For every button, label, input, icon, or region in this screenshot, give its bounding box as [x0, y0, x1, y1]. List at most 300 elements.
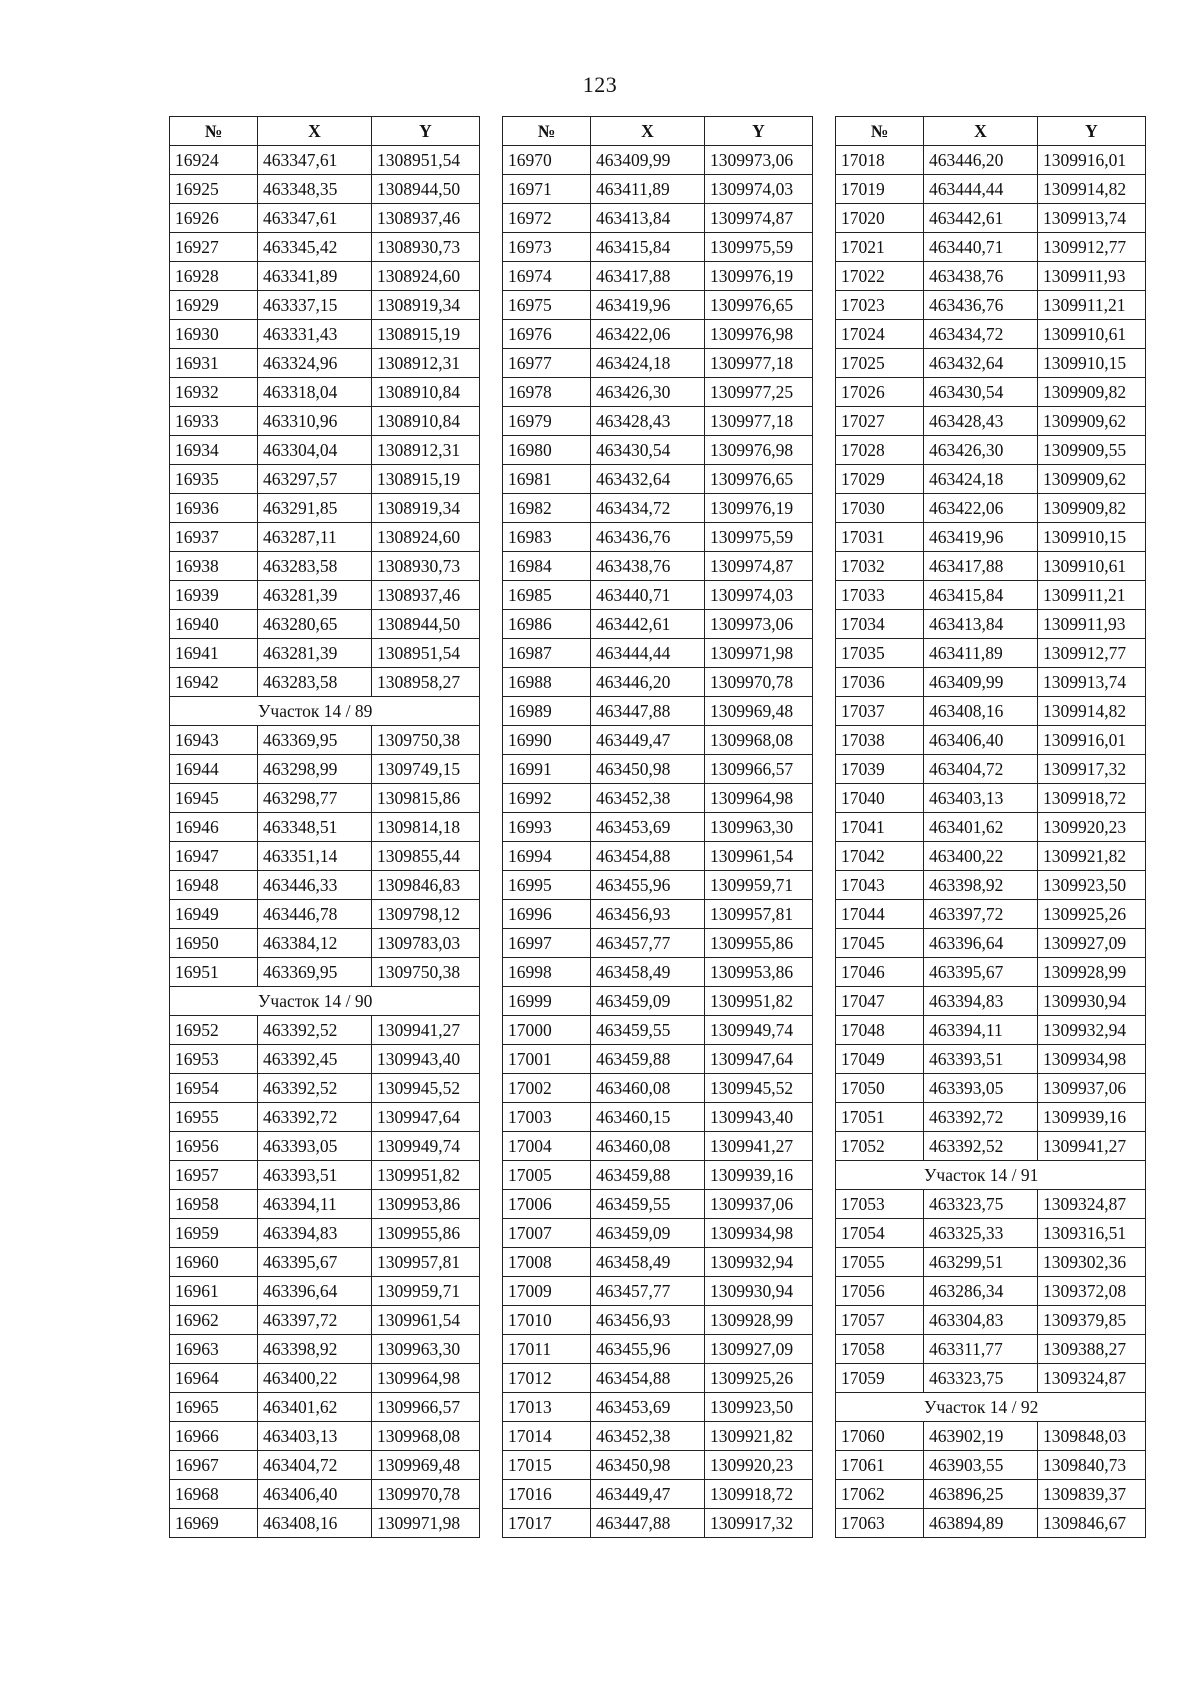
- x-coordinate-cell: 463283,58: [258, 668, 372, 697]
- section-row: [170, 987, 480, 1016]
- table-row: [836, 1132, 1146, 1161]
- y-coordinate-cell: 1309750,38: [372, 958, 480, 987]
- table-row: [503, 378, 813, 407]
- x-coordinate-cell: 463460,08: [591, 1074, 705, 1103]
- point-number-cell: 17015: [503, 1451, 591, 1480]
- x-coordinate-cell: 463398,92: [924, 871, 1038, 900]
- y-coordinate-cell: 1308924,60: [372, 523, 480, 552]
- x-coordinate-cell: 463394,83: [258, 1219, 372, 1248]
- x-coordinate-cell: 463413,84: [924, 610, 1038, 639]
- section-label: Участок 14 / 89: [170, 697, 480, 726]
- point-number-cell: 16986: [503, 610, 591, 639]
- x-coordinate-cell: 463902,19: [924, 1422, 1038, 1451]
- x-coordinate-cell: 463393,51: [924, 1045, 1038, 1074]
- point-number-cell: 16983: [503, 523, 591, 552]
- y-coordinate-cell: 1309909,62: [1038, 465, 1146, 494]
- x-coordinate-cell: 463438,76: [591, 552, 705, 581]
- y-coordinate-cell: 1309917,32: [1038, 755, 1146, 784]
- y-coordinate-cell: 1309947,64: [705, 1045, 813, 1074]
- x-coordinate-cell: 463341,89: [258, 262, 372, 291]
- point-number-cell: 16974: [503, 262, 591, 291]
- point-number-cell: 17017: [503, 1509, 591, 1538]
- y-coordinate-cell: 1309302,36: [1038, 1248, 1146, 1277]
- table-row: [836, 1335, 1146, 1364]
- y-coordinate-cell: 1309798,12: [372, 900, 480, 929]
- point-number-cell: 17055: [836, 1248, 924, 1277]
- x-coordinate-cell: 463393,05: [258, 1132, 372, 1161]
- point-number-cell: 16931: [170, 349, 258, 378]
- y-coordinate-cell: 1309957,81: [705, 900, 813, 929]
- x-coordinate-cell: 463413,84: [591, 204, 705, 233]
- point-number-cell: 17002: [503, 1074, 591, 1103]
- y-coordinate-cell: 1309388,27: [1038, 1335, 1146, 1364]
- x-coordinate-cell: 463403,13: [924, 784, 1038, 813]
- y-coordinate-cell: 1309976,65: [705, 465, 813, 494]
- section-label: Участок 14 / 91: [836, 1161, 1146, 1190]
- x-coordinate-cell: 463396,64: [924, 929, 1038, 958]
- point-number-cell: 17049: [836, 1045, 924, 1074]
- table-row: [503, 900, 813, 929]
- y-coordinate-cell: 1309976,98: [705, 436, 813, 465]
- y-coordinate-cell: 1309951,82: [372, 1161, 480, 1190]
- y-coordinate-cell: 1309372,08: [1038, 1277, 1146, 1306]
- y-coordinate-cell: 1309959,71: [705, 871, 813, 900]
- point-number-cell: 17005: [503, 1161, 591, 1190]
- table-row: [503, 871, 813, 900]
- point-number-cell: 16991: [503, 755, 591, 784]
- point-number-cell: 16966: [170, 1422, 258, 1451]
- x-coordinate-cell: 463430,54: [924, 378, 1038, 407]
- y-coordinate-cell: 1309957,81: [372, 1248, 480, 1277]
- x-coordinate-cell: 463304,04: [258, 436, 372, 465]
- x-coordinate-cell: 463434,72: [591, 494, 705, 523]
- point-number-cell: 16970: [503, 146, 591, 175]
- x-coordinate-cell: 463384,12: [258, 929, 372, 958]
- y-coordinate-cell: 1308930,73: [372, 552, 480, 581]
- y-coordinate-cell: 1309973,06: [705, 146, 813, 175]
- y-coordinate-cell: 1309920,23: [705, 1451, 813, 1480]
- table-row: [836, 1480, 1146, 1509]
- table-header-row: [836, 117, 1146, 146]
- point-number-cell: 16994: [503, 842, 591, 871]
- point-number-cell: 16984: [503, 552, 591, 581]
- x-coordinate-cell: 463417,88: [591, 262, 705, 291]
- y-coordinate-cell: 1309848,03: [1038, 1422, 1146, 1451]
- table-row: [170, 639, 480, 668]
- x-coordinate-cell: 463894,89: [924, 1509, 1038, 1538]
- table-row: [170, 1248, 480, 1277]
- table-row: [503, 1045, 813, 1074]
- table-row: [170, 494, 480, 523]
- table-row: [170, 1277, 480, 1306]
- table-row: [836, 1103, 1146, 1132]
- point-number-cell: 17039: [836, 755, 924, 784]
- y-coordinate-cell: 1309977,25: [705, 378, 813, 407]
- y-coordinate-cell: 1309921,82: [705, 1422, 813, 1451]
- x-coordinate-cell: 463447,88: [591, 1509, 705, 1538]
- y-coordinate-cell: 1309969,48: [705, 697, 813, 726]
- y-coordinate-cell: 1309925,26: [705, 1364, 813, 1393]
- point-number-cell: 17010: [503, 1306, 591, 1335]
- x-coordinate-cell: 463323,75: [924, 1364, 1038, 1393]
- y-coordinate-cell: 1309846,67: [1038, 1509, 1146, 1538]
- table-row: [503, 1190, 813, 1219]
- table-row: [170, 523, 480, 552]
- y-coordinate-cell: 1308924,60: [372, 262, 480, 291]
- y-coordinate-cell: 1309814,18: [372, 813, 480, 842]
- point-number-cell: 16929: [170, 291, 258, 320]
- table-row: [503, 1219, 813, 1248]
- point-number-cell: 17020: [836, 204, 924, 233]
- y-coordinate-cell: 1309934,98: [705, 1219, 813, 1248]
- y-coordinate-cell: 1309949,74: [372, 1132, 480, 1161]
- table-header-row: [170, 117, 480, 146]
- table-row: [836, 146, 1146, 175]
- point-number-cell: 17048: [836, 1016, 924, 1045]
- y-coordinate-cell: 1309951,82: [705, 987, 813, 1016]
- table-row: [170, 1364, 480, 1393]
- y-coordinate-cell: 1308919,34: [372, 291, 480, 320]
- x-coordinate-cell: 463311,77: [924, 1335, 1038, 1364]
- y-coordinate-cell: 1308937,46: [372, 204, 480, 233]
- y-coordinate-cell: 1309379,85: [1038, 1306, 1146, 1335]
- point-number-cell: 16963: [170, 1335, 258, 1364]
- header-x: X: [258, 117, 372, 146]
- coordinate-table-1: [169, 116, 480, 1538]
- y-coordinate-cell: 1309749,15: [372, 755, 480, 784]
- x-coordinate-cell: 463903,55: [924, 1451, 1038, 1480]
- x-coordinate-cell: 463351,14: [258, 842, 372, 871]
- point-number-cell: 16993: [503, 813, 591, 842]
- x-coordinate-cell: 463459,88: [591, 1045, 705, 1074]
- y-coordinate-cell: 1308944,50: [372, 610, 480, 639]
- table-row: [503, 1103, 813, 1132]
- x-coordinate-cell: 463348,51: [258, 813, 372, 842]
- point-number-cell: 17032: [836, 552, 924, 581]
- y-coordinate-cell: 1309934,98: [1038, 1045, 1146, 1074]
- table-row: [170, 1045, 480, 1074]
- x-coordinate-cell: 463444,44: [924, 175, 1038, 204]
- y-coordinate-cell: 1309911,21: [1038, 291, 1146, 320]
- y-coordinate-cell: 1308944,50: [372, 175, 480, 204]
- x-coordinate-cell: 463419,96: [924, 523, 1038, 552]
- x-coordinate-cell: 463395,67: [924, 958, 1038, 987]
- x-coordinate-cell: 463393,05: [924, 1074, 1038, 1103]
- y-coordinate-cell: 1309943,40: [372, 1045, 480, 1074]
- x-coordinate-cell: 463396,64: [258, 1277, 372, 1306]
- table-row: [503, 813, 813, 842]
- x-coordinate-cell: 463446,20: [591, 668, 705, 697]
- point-number-cell: 16995: [503, 871, 591, 900]
- point-number-cell: 16935: [170, 465, 258, 494]
- y-coordinate-cell: 1309974,03: [705, 581, 813, 610]
- table-row: [503, 1364, 813, 1393]
- y-coordinate-cell: 1309961,54: [372, 1306, 480, 1335]
- x-coordinate-cell: 463392,52: [924, 1132, 1038, 1161]
- point-number-cell: 16960: [170, 1248, 258, 1277]
- point-number-cell: 17035: [836, 639, 924, 668]
- point-number-cell: 16934: [170, 436, 258, 465]
- table-row: [836, 581, 1146, 610]
- x-coordinate-cell: 463455,96: [591, 871, 705, 900]
- table-row: [836, 1219, 1146, 1248]
- y-coordinate-cell: 1309921,82: [1038, 842, 1146, 871]
- table-row: [170, 291, 480, 320]
- x-coordinate-cell: 463347,61: [258, 146, 372, 175]
- y-coordinate-cell: 1309855,44: [372, 842, 480, 871]
- header-y: Y: [372, 117, 480, 146]
- y-coordinate-cell: 1308951,54: [372, 146, 480, 175]
- table-row: [836, 1016, 1146, 1045]
- point-number-cell: 17021: [836, 233, 924, 262]
- point-number-cell: 16988: [503, 668, 591, 697]
- table-row: [503, 1016, 813, 1045]
- y-coordinate-cell: 1309909,82: [1038, 378, 1146, 407]
- point-number-cell: 17022: [836, 262, 924, 291]
- y-coordinate-cell: 1309932,94: [705, 1248, 813, 1277]
- section-label: Участок 14 / 92: [836, 1393, 1146, 1422]
- x-coordinate-cell: 463394,11: [924, 1016, 1038, 1045]
- x-coordinate-cell: 463428,43: [591, 407, 705, 436]
- table-row: [170, 1132, 480, 1161]
- point-number-cell: 16964: [170, 1364, 258, 1393]
- table-row: [503, 552, 813, 581]
- x-coordinate-cell: 463424,18: [591, 349, 705, 378]
- header-number: №: [503, 117, 591, 146]
- table-row: [170, 581, 480, 610]
- point-number-cell: 16924: [170, 146, 258, 175]
- point-number-cell: 16987: [503, 639, 591, 668]
- y-coordinate-cell: 1309909,55: [1038, 436, 1146, 465]
- coordinate-table-3: [835, 116, 1146, 1538]
- x-coordinate-cell: 463442,61: [591, 610, 705, 639]
- table-row: [836, 262, 1146, 291]
- table-row: [170, 755, 480, 784]
- point-number-cell: 16979: [503, 407, 591, 436]
- table-row: [836, 755, 1146, 784]
- table-row: [836, 1509, 1146, 1538]
- point-number-cell: 17036: [836, 668, 924, 697]
- y-coordinate-cell: 1309846,83: [372, 871, 480, 900]
- point-number-cell: 17050: [836, 1074, 924, 1103]
- y-coordinate-cell: 1309973,06: [705, 610, 813, 639]
- y-coordinate-cell: 1309970,78: [372, 1480, 480, 1509]
- point-number-cell: 16928: [170, 262, 258, 291]
- table-row: [170, 610, 480, 639]
- point-number-cell: 16944: [170, 755, 258, 784]
- point-number-cell: 17004: [503, 1132, 591, 1161]
- point-number-cell: 16949: [170, 900, 258, 929]
- point-number-cell: 16985: [503, 581, 591, 610]
- point-number-cell: 17009: [503, 1277, 591, 1306]
- table-row: [170, 233, 480, 262]
- y-coordinate-cell: 1309947,64: [372, 1103, 480, 1132]
- table-row: [836, 842, 1146, 871]
- y-coordinate-cell: 1309916,01: [1038, 146, 1146, 175]
- table-row: [503, 1161, 813, 1190]
- x-coordinate-cell: 463411,89: [924, 639, 1038, 668]
- x-coordinate-cell: 463432,64: [924, 349, 1038, 378]
- point-number-cell: 16950: [170, 929, 258, 958]
- point-number-cell: 16992: [503, 784, 591, 813]
- x-coordinate-cell: 463424,18: [924, 465, 1038, 494]
- point-number-cell: 16997: [503, 929, 591, 958]
- point-number-cell: 17041: [836, 813, 924, 842]
- y-coordinate-cell: 1308912,31: [372, 349, 480, 378]
- x-coordinate-cell: 463291,85: [258, 494, 372, 523]
- point-number-cell: 17012: [503, 1364, 591, 1393]
- table-row: [836, 407, 1146, 436]
- point-number-cell: 17007: [503, 1219, 591, 1248]
- y-coordinate-cell: 1309930,94: [1038, 987, 1146, 1016]
- table-row: [503, 175, 813, 204]
- y-coordinate-cell: 1309971,98: [705, 639, 813, 668]
- table-row: [170, 842, 480, 871]
- y-coordinate-cell: 1309953,86: [705, 958, 813, 987]
- table-row: [503, 349, 813, 378]
- point-number-cell: 17003: [503, 1103, 591, 1132]
- y-coordinate-cell: 1309839,37: [1038, 1480, 1146, 1509]
- point-number-cell: 17025: [836, 349, 924, 378]
- y-coordinate-cell: 1309913,74: [1038, 668, 1146, 697]
- table-row: [836, 1045, 1146, 1074]
- x-coordinate-cell: 463459,55: [591, 1190, 705, 1219]
- point-number-cell: 17030: [836, 494, 924, 523]
- x-coordinate-cell: 463392,45: [258, 1045, 372, 1074]
- point-number-cell: 17001: [503, 1045, 591, 1074]
- x-coordinate-cell: 463430,54: [591, 436, 705, 465]
- x-coordinate-cell: 463283,58: [258, 552, 372, 581]
- x-coordinate-cell: 463432,64: [591, 465, 705, 494]
- point-number-cell: 16940: [170, 610, 258, 639]
- y-coordinate-cell: 1309925,26: [1038, 900, 1146, 929]
- x-coordinate-cell: 463422,06: [924, 494, 1038, 523]
- y-coordinate-cell: 1308919,34: [372, 494, 480, 523]
- x-coordinate-cell: 463426,30: [591, 378, 705, 407]
- x-coordinate-cell: 463411,89: [591, 175, 705, 204]
- y-coordinate-cell: 1309910,61: [1038, 320, 1146, 349]
- table-row: [503, 1451, 813, 1480]
- x-coordinate-cell: 463324,96: [258, 349, 372, 378]
- y-coordinate-cell: 1309963,30: [705, 813, 813, 842]
- y-coordinate-cell: 1309966,57: [705, 755, 813, 784]
- y-coordinate-cell: 1309927,09: [705, 1335, 813, 1364]
- y-coordinate-cell: 1309971,98: [372, 1509, 480, 1538]
- x-coordinate-cell: 463438,76: [924, 262, 1038, 291]
- point-number-cell: 17042: [836, 842, 924, 871]
- y-coordinate-cell: 1309963,30: [372, 1335, 480, 1364]
- point-number-cell: 17044: [836, 900, 924, 929]
- x-coordinate-cell: 463440,71: [924, 233, 1038, 262]
- point-number-cell: 16947: [170, 842, 258, 871]
- y-coordinate-cell: 1309909,82: [1038, 494, 1146, 523]
- x-coordinate-cell: 463426,30: [924, 436, 1038, 465]
- table-row: [170, 204, 480, 233]
- table-row: [170, 175, 480, 204]
- x-coordinate-cell: 463456,93: [591, 900, 705, 929]
- y-coordinate-cell: 1309324,87: [1038, 1364, 1146, 1393]
- y-coordinate-cell: 1309977,18: [705, 407, 813, 436]
- x-coordinate-cell: 463436,76: [591, 523, 705, 552]
- point-number-cell: 16943: [170, 726, 258, 755]
- point-number-cell: 17061: [836, 1451, 924, 1480]
- table-row: [836, 320, 1146, 349]
- y-coordinate-cell: 1309941,27: [705, 1132, 813, 1161]
- x-coordinate-cell: 463449,47: [591, 1480, 705, 1509]
- y-coordinate-cell: 1309937,06: [1038, 1074, 1146, 1103]
- y-coordinate-cell: 1309941,27: [372, 1016, 480, 1045]
- x-coordinate-cell: 463401,62: [924, 813, 1038, 842]
- table-row: [170, 1422, 480, 1451]
- y-coordinate-cell: 1309910,15: [1038, 523, 1146, 552]
- header-y: Y: [1038, 117, 1146, 146]
- point-number-cell: 16996: [503, 900, 591, 929]
- point-number-cell: 16982: [503, 494, 591, 523]
- point-number-cell: 16975: [503, 291, 591, 320]
- table-row: [836, 1277, 1146, 1306]
- point-number-cell: 16962: [170, 1306, 258, 1335]
- point-number-cell: 16925: [170, 175, 258, 204]
- x-coordinate-cell: 463280,65: [258, 610, 372, 639]
- x-coordinate-cell: 463347,61: [258, 204, 372, 233]
- table-row: [836, 523, 1146, 552]
- table-row: [170, 900, 480, 929]
- table-row: [503, 639, 813, 668]
- point-number-cell: 16951: [170, 958, 258, 987]
- point-number-cell: 16998: [503, 958, 591, 987]
- x-coordinate-cell: 463286,34: [924, 1277, 1038, 1306]
- x-coordinate-cell: 463331,43: [258, 320, 372, 349]
- x-coordinate-cell: 463394,83: [924, 987, 1038, 1016]
- point-number-cell: 16971: [503, 175, 591, 204]
- y-coordinate-cell: 1308930,73: [372, 233, 480, 262]
- header-y: Y: [705, 117, 813, 146]
- point-number-cell: 17054: [836, 1219, 924, 1248]
- table-row: [170, 1074, 480, 1103]
- x-coordinate-cell: 463896,25: [924, 1480, 1038, 1509]
- table-row: [836, 813, 1146, 842]
- x-coordinate-cell: 463446,33: [258, 871, 372, 900]
- y-coordinate-cell: 1309840,73: [1038, 1451, 1146, 1480]
- point-number-cell: 16972: [503, 204, 591, 233]
- table-row: [836, 204, 1146, 233]
- x-coordinate-cell: 463401,62: [258, 1393, 372, 1422]
- y-coordinate-cell: 1309923,50: [1038, 871, 1146, 900]
- y-coordinate-cell: 1308910,84: [372, 407, 480, 436]
- x-coordinate-cell: 463415,84: [591, 233, 705, 262]
- y-coordinate-cell: 1309969,48: [372, 1451, 480, 1480]
- point-number-cell: 16941: [170, 639, 258, 668]
- x-coordinate-cell: 463456,93: [591, 1306, 705, 1335]
- y-coordinate-cell: 1308958,27: [372, 668, 480, 697]
- y-coordinate-cell: 1309968,08: [705, 726, 813, 755]
- y-coordinate-cell: 1309977,18: [705, 349, 813, 378]
- x-coordinate-cell: 463409,99: [924, 668, 1038, 697]
- table-row: [170, 871, 480, 900]
- table-row: [170, 349, 480, 378]
- x-coordinate-cell: 463458,49: [591, 1248, 705, 1277]
- x-coordinate-cell: 463281,39: [258, 581, 372, 610]
- table-header-row: [503, 117, 813, 146]
- point-number-cell: 17062: [836, 1480, 924, 1509]
- table-row: [170, 1016, 480, 1045]
- table-row: [503, 1422, 813, 1451]
- table-row: [836, 1306, 1146, 1335]
- x-coordinate-cell: 463369,95: [258, 726, 372, 755]
- x-coordinate-cell: 463452,38: [591, 1422, 705, 1451]
- table-row: [503, 1132, 813, 1161]
- x-coordinate-cell: 463417,88: [924, 552, 1038, 581]
